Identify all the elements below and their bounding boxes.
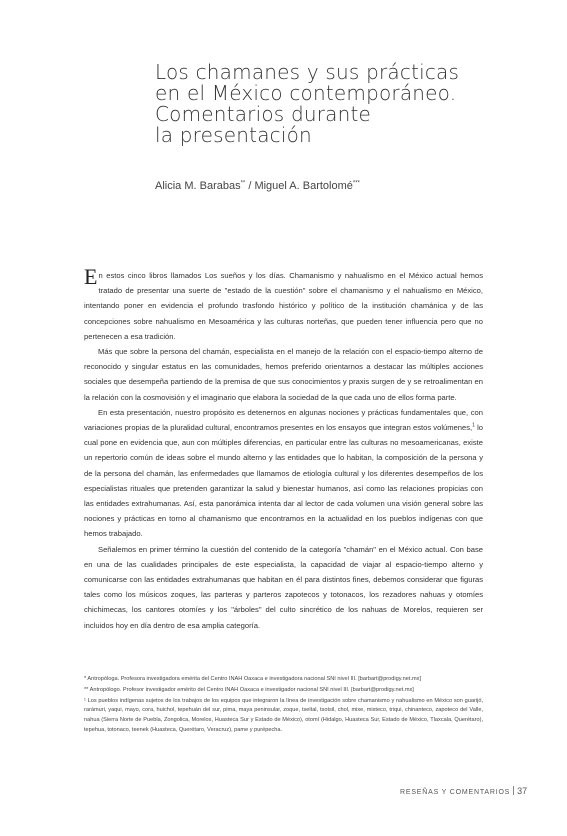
footnote: ¹ Los pueblos indígenas sujetos de los trabajos de los equipos que integraron la línea de investigación sobre chamanismo y nahualismo en México son guarijó, rarámuri, yaqui, mayo, cora, huichol, tepehuán del sur, pima, maya peninsular, zoque, tseltal, tsotsil, chol, mixe, mixteco, triqui, chinanteco, zapoteco del Valle, nahua (Sierra Norte de Puebla, Zongolica, Morelos, Huasteca Sur y Estado de México), otomí (Hidalgo, Huasteca Sur, Estado de México, Tlaxcala, Querétaro), tepehua, totonaco, teenek (Huasteca, Querétaro, Veracruz), pame y purépecha. xyxy=(84,697,483,733)
article-body xyxy=(84,264,483,633)
footnote: ** Antropólogo. Profesor investigador emérito del Centro INAH Oaxaca e investigador nacional SNI nivel III. [barbart@prodigy.net.mx] xyxy=(84,686,414,693)
page-footer xyxy=(400,786,540,796)
paragraph-2: Más que sobre la persona del chamán, especialista en el manejo de la relación con el espacio-tiempo alterno de reconocido y singular estatus en las comunidades, hemos preferido orientarnos a destacar las múltiples acciones sociales que desempeña partiendo de la premisa de que sus conocimientos y praxis surgen de y se retroalimentan en la relación con la cosmovisión y el imaginario que elabora la sociedad de la que cada uno de ellos forma parte. xyxy=(84,347,483,402)
author-name-2: Miguel A. Bartolomé xyxy=(254,180,353,192)
footnotes xyxy=(84,675,483,737)
paragraph-1-text: n estos cinco libros llamados Los sueños y los días. Chamanismo y nahualismo en el México actual hemos tratado de presentar una suerte de "estado de la cuestión" sobre el chamanismo y el nahualismo en México, intentando poner en evidencia el profundo trasfondo histórico y político de la institución chamánica y de las concepciones sobre nahualismo en Mesoamérica y las culturas norteñas, que pueden tener influencia pero que no pertenecen a esa tradición. xyxy=(84,271,483,341)
title-line: la presentación xyxy=(155,123,312,147)
page-number: 37 xyxy=(517,786,528,796)
footnote-ref[interactable]: 1 xyxy=(472,422,475,429)
footer-divider xyxy=(513,786,514,795)
article-title xyxy=(155,62,515,146)
section-name: RESEÑAS Y COMENTARIOS xyxy=(400,789,511,796)
paragraph-1 xyxy=(84,264,483,344)
footnote: * Antropóloga. Profesora investigadora emérita del Centro INAH Oaxaca e investigadora nacional SNI nivel III. [barbart@prodigy.net.mx] xyxy=(84,676,422,682)
paragraph-3 xyxy=(84,405,483,542)
title-line: Comentarios durante xyxy=(155,102,372,126)
paragraph-3-text-a: En esta presentación, nuestro propósito es detenernos en algunas nociones y prácticas fundamentales que, con variaciones propias de la pluralidad cultural, encontramos presentes en los ensayos que integran estos volúmenes, xyxy=(84,407,483,433)
author-line xyxy=(155,180,360,192)
paragraph-4: Señalemos en primer término la cuestión del contenido de la categoría "chamán" en el México actual. Con base en una de las cualidades principales de este especialista, la capacidad de viajar al espacio-tiempo alterno y comunicarse con las entidades extrahumanas que habitan en él para distintos fines, debemos considerar que figuras tales como los músicos zoques, las parteras y parteros zapotecos y totonacos, los rezadores nahuas y otomíes chichimecas, los cantores otomíes y los "árboles" del culto sincrético de los nahuas de Morelos, requieren ser incluidos hoy en día dentro de esa amplia categoría. xyxy=(84,544,483,630)
author-separator: / xyxy=(245,180,255,192)
title-line: Los chamanes y sus prácticas xyxy=(155,60,460,84)
author-mark-1: ** xyxy=(240,180,246,187)
paragraph-3-text-b: lo cual pone en evidencia que, aun con múltiples diferencias, en particular entre las culturas no mesoamericanas, existe un repertorio común de ideas sobre el mundo alterno y las entidades que lo habitan, la composición de la persona y de la persona del chamán, las enfermedades que llamamos de etiología cultural y los diferentes desempeños de los especialistas rituales que pretenden garantizar la salud y bienestar humanos, así como las relaciones propicias con las entidades extrahumanas. Así, esta panorámica intenta dar al lector de cada volumen una visión general sobre las nociones y prácticas en torno al chamanismo que encontramos en la actualidad en los pueblos indígenas con que hemos trabajado. xyxy=(84,423,483,539)
title-line: en el México contemporáneo. xyxy=(155,81,457,105)
drop-cap: E xyxy=(84,264,98,289)
author-name-1: Alicia M. Barabas xyxy=(155,180,241,192)
author-mark-2: *** xyxy=(352,180,360,187)
